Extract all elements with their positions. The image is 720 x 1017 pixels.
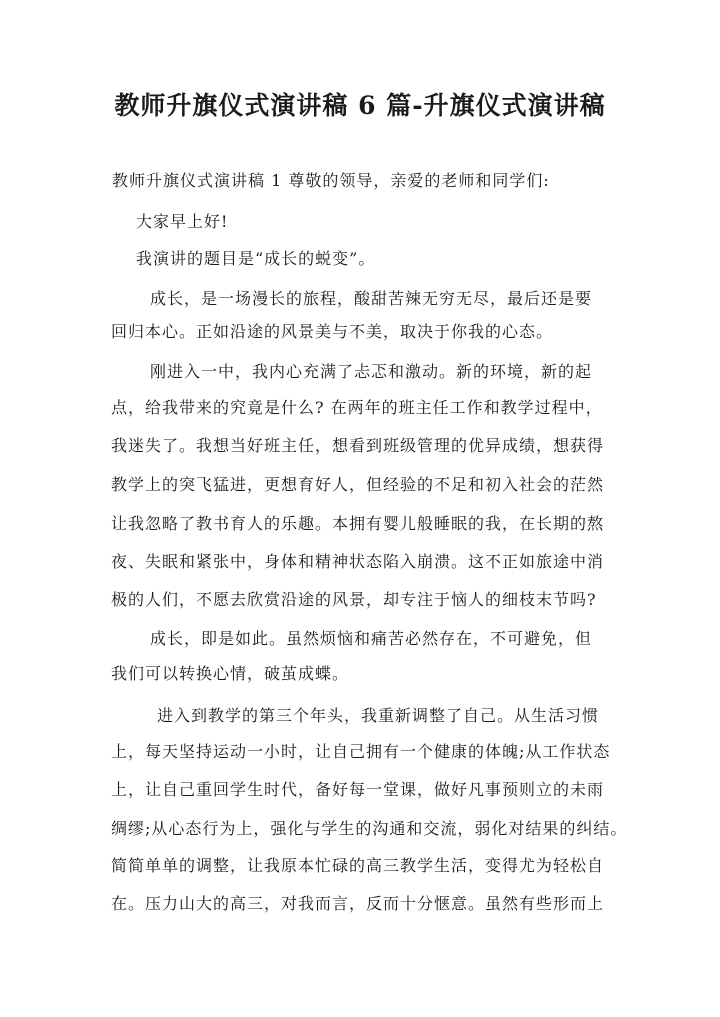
text-line: 简简单单的调整，让我原本忙碌的高三教学生活，变得尤为轻松自 <box>111 856 605 875</box>
text-line: 回归本心。正如沿途的风景美与不美，取决于你我的心态。 <box>111 322 554 341</box>
text-line: 绸缪;从心态行为上，强化与学生的沟通和交流，弱化对结果的纠结。 <box>111 819 628 838</box>
text-line: 我迷失了。我想当好班主任，想看到班级管理的优异成绩，想获得 <box>111 436 605 455</box>
text-line: 我演讲的题目是“成长的蜕变”。 <box>136 249 376 268</box>
text-line: 在。压力山大的高三，对我而言，反而十分惬意。虽然有些形而上 <box>111 894 605 913</box>
text-line: 让我忽略了教书育人的乐趣。本拥有婴儿般睡眠的我，在长期的熬 <box>111 514 605 533</box>
text-line: 上，让自己重回学生时代，备好每一堂课，做好凡事预则立的未雨 <box>111 780 605 799</box>
text-line: 成长，即是如此。虽然烦恼和痛苦必然存在，不可避免，但 <box>150 629 593 648</box>
text-line: 上，每天坚持运动一小时，让自己拥有一个健康的体魄;从工作状态 <box>111 742 611 761</box>
document-title: 教师升旗仪式演讲稿 6 篇-升旗仪式演讲稿 <box>114 91 606 120</box>
text-line: 教师升旗仪式演讲稿 1 尊敬的领导，亲爱的老师和同学们: <box>112 171 550 190</box>
text-line: 进入到教学的第三个年头，我重新调整了自己。从生活习惯 <box>157 706 600 725</box>
text-line: 教学上的突飞猛进，更想育好人，但经验的不足和初入社会的茫然 <box>111 475 605 494</box>
text-line: 点，给我带来的究竟是什么? 在两年的班主任工作和教学过程中， <box>111 398 603 417</box>
text-line: 极的人们，不愿去欣赏沿途的风景，却专注于恼人的细枝末节吗? <box>111 590 597 609</box>
text-line: 成长，是一场漫长的旅程，酸甜苦辣无穷无尽，最后还是要 <box>150 289 593 308</box>
text-line: 夜、失眠和紧张中，身体和精神状态陷入崩溃。这不正如旅途中消 <box>111 552 605 571</box>
text-line: 刚进入一中，我内心充满了忐忑和激动。新的环境，新的起 <box>150 362 593 381</box>
text-line: 大家早上好! <box>136 212 229 231</box>
text-line: 我们可以转换心情，破茧成蝶。 <box>111 664 350 683</box>
